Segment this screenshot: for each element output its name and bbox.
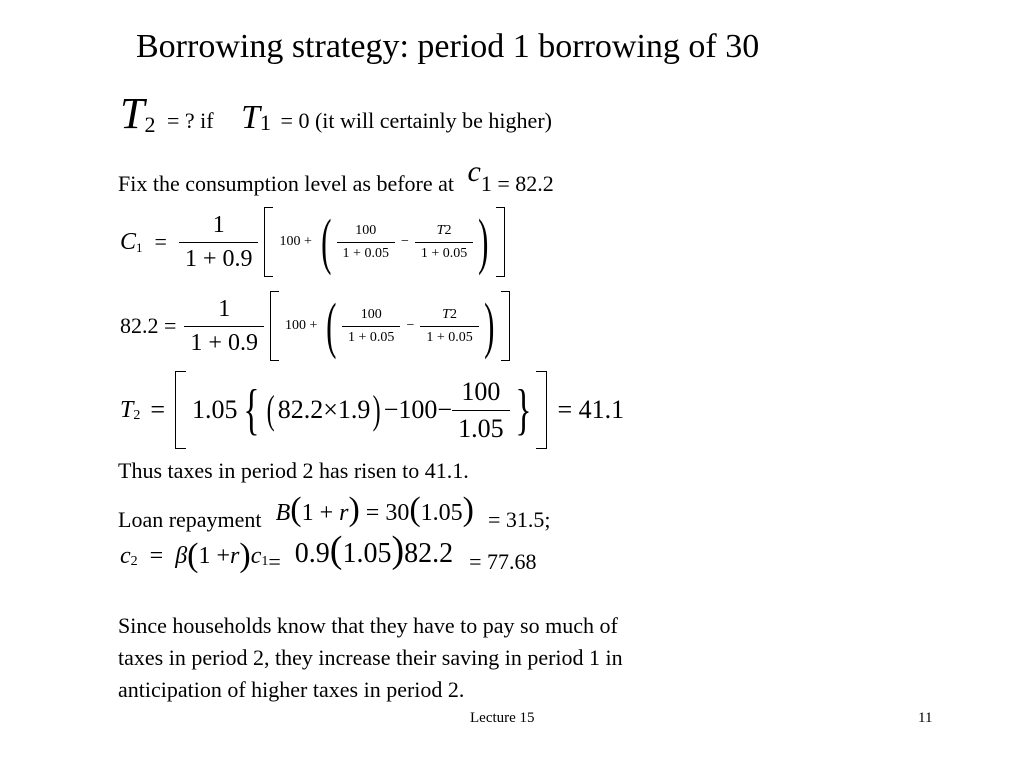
- eq2-left-bracket: [270, 291, 279, 361]
- fix-consumption-line: [118, 155, 554, 199]
- eq2-fraction-t2: [420, 307, 478, 346]
- eq1-f3-sub: 2: [444, 222, 452, 238]
- tax1-condition: = 0 (it will certainly be higher): [280, 108, 552, 133]
- eq3-b: 82.2×1.9: [277, 395, 371, 424]
- eq1-right-paren: ): [478, 208, 489, 276]
- footer-page-number: 11: [918, 710, 933, 726]
- c2-symbol: c: [120, 542, 131, 569]
- c2-one-plus: 1 +: [198, 542, 231, 569]
- eq1-lhs-sub: 1: [136, 240, 143, 255]
- eq2-f2-num: 100: [360, 306, 382, 322]
- loan-rparen: ): [348, 491, 360, 528]
- eq2-fraction-100: [342, 307, 400, 346]
- equation-t2-solution: [120, 370, 624, 450]
- eq1-frac-den: 1 + 0.9: [179, 242, 259, 273]
- eq1-f3-den: 1 + 0.05: [415, 242, 473, 262]
- eq1-left-paren: (: [321, 208, 332, 276]
- loan-repayment-line: [118, 488, 551, 532]
- eq2-left-paren: (: [326, 292, 337, 360]
- eq3-fraction: [452, 377, 510, 444]
- c2-num-b: 1.05: [342, 538, 392, 569]
- eq1-equals: =: [154, 229, 167, 254]
- eq2-f3-sub: 2: [449, 306, 457, 322]
- eq1-f3-t: T: [436, 222, 445, 238]
- loan-b: B: [275, 500, 291, 526]
- c2-rparen: ): [239, 537, 251, 574]
- eq2-f3-t: T: [442, 306, 450, 322]
- loan-lparen2: (: [409, 491, 421, 528]
- eq1-left-bracket: [264, 207, 273, 277]
- eq1-discount-fraction: [179, 212, 259, 273]
- c2-result: = 77.68: [469, 549, 537, 574]
- eq1-fraction-t2: [415, 223, 473, 262]
- eq3-lhs-sub: 2: [133, 408, 141, 423]
- eq1-minus: −: [400, 234, 409, 249]
- c2-subscript: 2: [130, 554, 138, 569]
- eq1-f2-den: 1 + 0.05: [337, 242, 395, 262]
- slide-title: Borrowing strategy: period 1 borrowing of 30: [136, 28, 760, 65]
- loan-label: Loan repayment: [118, 507, 262, 532]
- c2-lparen: (: [187, 537, 199, 574]
- c1-subscript: 1: [261, 554, 269, 569]
- tax-question-line: [120, 88, 552, 139]
- tax1-symbol: T: [241, 99, 261, 136]
- eq1-inner-a: 100 +: [279, 234, 312, 249]
- eq2-right-bracket: [501, 291, 510, 361]
- eq2-inner-a: 100 +: [284, 318, 318, 333]
- eq2-f3-den: 1 + 0.05: [420, 326, 478, 346]
- eq3-result: = 41.1: [557, 395, 625, 424]
- eq3-a: 1.05: [192, 395, 238, 424]
- loan-r: r: [339, 500, 349, 526]
- tax-subscript: 2: [144, 112, 156, 137]
- tax-question-text: = ? if: [166, 108, 214, 133]
- eq3-right-brace: }: [514, 379, 532, 441]
- loan-rparen2: ): [462, 491, 474, 528]
- loan-expression: [276, 491, 474, 529]
- conclusion-paragraph: [118, 610, 623, 706]
- eq1-lhs: C: [120, 228, 137, 255]
- eq2-frac-den: 1 + 0.9: [184, 326, 264, 357]
- eq2-discount-fraction: [184, 296, 264, 357]
- eq2-minus: −: [406, 318, 415, 333]
- beta-symbol: β: [175, 542, 188, 569]
- eq3-left-brace: {: [242, 379, 260, 441]
- loan-result: = 31.5;: [487, 507, 551, 532]
- c1-symbol: c: [250, 542, 262, 569]
- tax-symbol: T: [120, 89, 145, 138]
- consumption-symbol: c: [467, 155, 481, 188]
- eq3-lhs: T: [120, 396, 134, 423]
- eq2-right-paren: ): [483, 292, 495, 360]
- c2-num-rparen: ): [391, 529, 405, 571]
- eq3-f-num: 100: [461, 376, 501, 406]
- footer-lecture: Lecture 15: [470, 710, 535, 726]
- eq3-left-bracket: [175, 371, 186, 449]
- eq1-right-bracket: [496, 207, 505, 277]
- eq2-frac-num: 1: [218, 295, 231, 322]
- loan-one-plus: 1 +: [301, 500, 340, 526]
- paragraph-line-1: Since households know that they have to pay so much of: [118, 613, 618, 638]
- eq2-lhs: 82.2 =: [120, 313, 177, 338]
- eq3-c: −100−: [383, 395, 453, 424]
- eq1-fraction-100: [337, 223, 395, 262]
- eq3-equals: =: [150, 395, 166, 424]
- equation-consumption: [120, 206, 505, 278]
- c2-num-c: 82.2: [404, 538, 454, 569]
- consumption-value: = 82.2: [497, 171, 554, 196]
- eq1-f2-num: 100: [355, 222, 377, 238]
- c2-equation-line: [120, 529, 537, 578]
- consumption-subscript: 1: [480, 171, 492, 196]
- tax1-subscript: 1: [260, 110, 272, 135]
- c2-equals: =: [149, 542, 164, 569]
- c2-r: r: [230, 542, 240, 569]
- eq3-f-den: 1.05: [452, 410, 510, 444]
- taxes-risen-text: Thus taxes in period 2 has risen to 41.1.: [118, 458, 469, 483]
- paragraph-line-2: taxes in period 2, they increase their saving in period 1 in: [118, 645, 623, 670]
- c2-num-lparen: (: [329, 529, 343, 571]
- c2-num-a: 0.9: [294, 538, 330, 569]
- eq3-right-bracket: [536, 371, 547, 449]
- eq1-frac-num: 1: [212, 211, 225, 238]
- loan-105: 1.05: [420, 500, 463, 526]
- c2-numeric: [295, 528, 453, 572]
- loan-lparen: (: [290, 491, 302, 528]
- paragraph-line-3: anticipation of higher taxes in period 2.: [118, 677, 465, 702]
- eq2-f2-den: 1 + 0.05: [342, 326, 400, 346]
- c2-equals-2: =: [268, 549, 281, 574]
- equation-82-2: [120, 290, 510, 362]
- loan-equals-30: = 30: [365, 500, 410, 526]
- eq3-left-paren: (: [267, 387, 276, 432]
- eq3-right-paren: ): [373, 387, 382, 432]
- fix-consumption-text: Fix the consumption level as before at: [118, 171, 455, 196]
